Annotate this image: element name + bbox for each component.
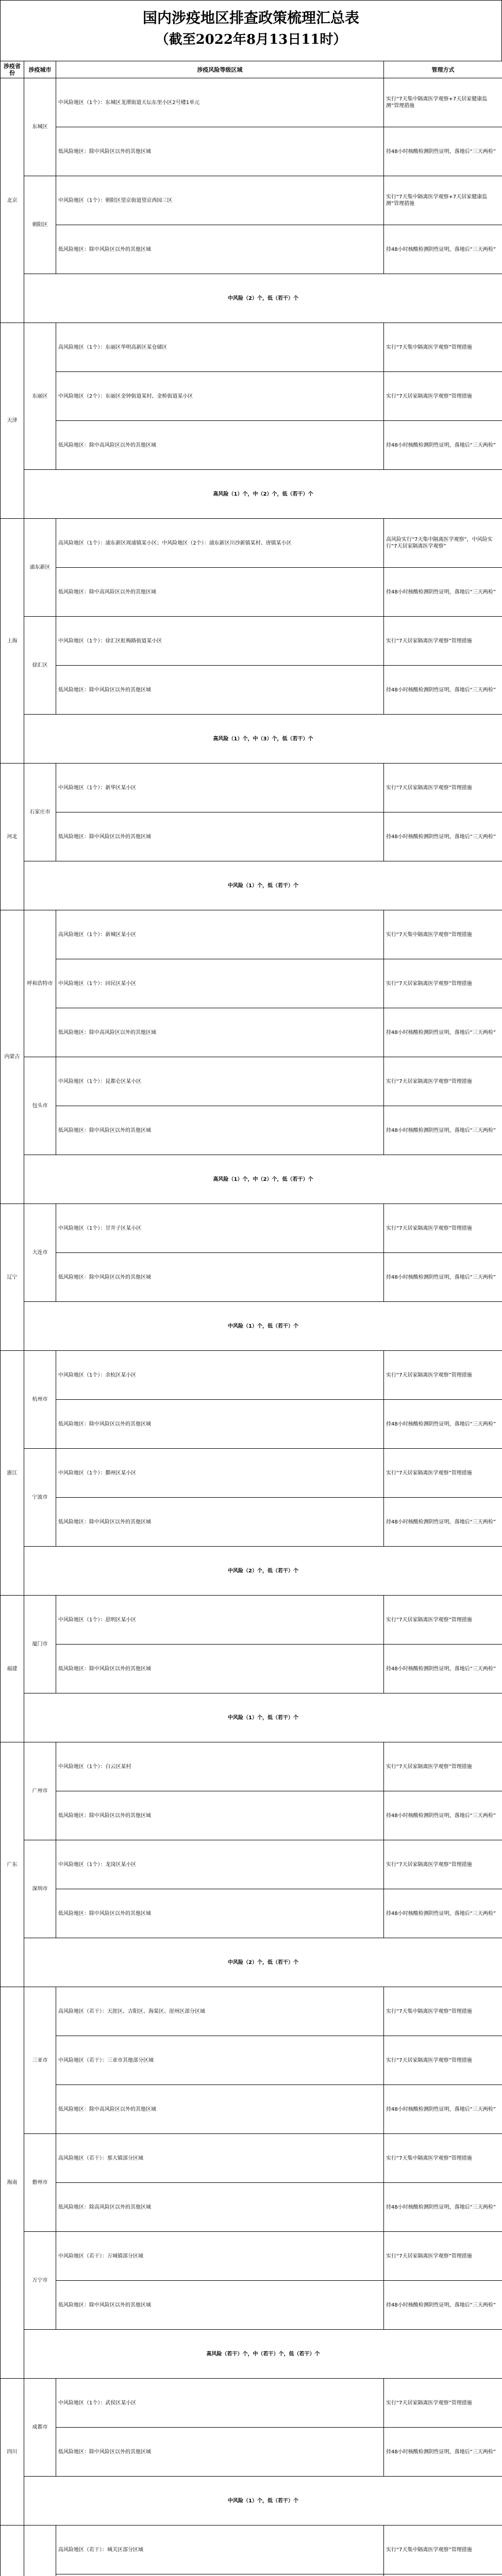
measures-cell: 实行“7天居家隔离医学观察”管理措施 [384,1596,502,1645]
title-block [0,0,502,61]
risk-area-cell: 低风险地区：除中风险区以外的其他区域 [56,666,384,715]
province-cell: 辽宁 [1,1204,24,1351]
risk-area-cell: 低风险地区：除中风险区以外的其他区域 [56,1106,384,1155]
table-row [1,1106,502,1155]
province-cell: 上海 [1,519,24,764]
city-cell: 石家庄市 [24,764,56,861]
risk-area-cell: 高风险地区（若干）：城关区部分区域 [56,2526,384,2574]
table-row [1,1057,502,1106]
measures-cell: 实行“7天集中隔离医学观察”管理措施 [384,323,502,372]
risk-area-cell: 高风险地区（1个）：东丽区华明高新区某仓储区 [56,323,384,372]
city-cell: 呼和浩特市 [24,910,56,1057]
city-cell: 大连市 [24,1204,56,1302]
table-row [1,1351,502,1400]
total-cell: 中风险（2）个，低（若干）个 [24,1938,502,1987]
policy-table [0,61,502,2576]
measures-cell: 持48小时核酸检测阴性证明，落地后“三天两检” [384,1889,502,1938]
measures-cell: 持48小时核酸检测阴性证明，落地后“三天两检” [384,2281,502,2330]
measures-cell: 实行“7天集中隔离医学观察”管理措施 [384,1987,502,2036]
table-row [1,2379,502,2428]
table-row [1,1498,502,1547]
measures-cell: 实行“7天居家隔离医学观察”管理措施 [384,1840,502,1889]
risk-area-cell: 中风险地区（1个）：鄞州区某小区 [56,1449,384,1498]
total-row [1,861,502,910]
measures-cell [384,2574,502,2576]
risk-area-cell: 中风险地区（1个）：余杭区某小区 [56,1351,384,1400]
column-header-measures: 管理方式 [384,61,502,78]
total-row [1,1547,502,1596]
city-cell: 朝阳区 [24,176,56,274]
table-row [1,1889,502,1938]
risk-area-cell: 中风险地区（1个）：徐汇区虹梅路街道某小区 [56,617,384,666]
page-subtitle: （截至2022年8月13日11时） [155,32,347,47]
table-row [1,812,502,861]
risk-area-cell: 低风险地区：除中风险区以外的其他区域 [56,1645,384,1693]
risk-area-cell: 高风险地区（若干）：那大镇部分区域 [56,2134,384,2183]
city-cell: 徐汇区 [24,617,56,715]
city-cell [24,2526,56,2576]
measures-cell: 持48小时核酸检测阴性证明，落地后“三天两检” [384,1645,502,1693]
risk-area-cell: 中风险地区（1个）：甘井子区某小区 [56,1204,384,1253]
total-row [1,1155,502,1204]
province-cell: 北京 [1,78,24,323]
table-row [1,1253,502,1302]
risk-area-cell: 低风险地区：除中风险区以外的其他区域 [56,1791,384,1840]
table-row [1,1987,502,2036]
table-row [1,372,502,421]
table-row [1,176,502,225]
table-row [1,2574,502,2576]
risk-area-cell: 低风险地区：除中风险区以外的其他区域 [56,1400,384,1449]
risk-area-cell: 高风险地区（1个）：浦东新区周浦镇某小区；中风险地区（2个）：浦东新区川沙新镇某村、唐镇某小区 [56,519,384,568]
measures-cell: 实行“7天集中隔离医学观察+7天居家健康监测”管理措施 [384,176,502,225]
risk-area-cell: 高风险地区（若干）：天涯区、吉阳区、海棠区、崖州区部分区域 [56,1987,384,2036]
measures-cell: 实行“7天集中隔离医学观察”管理措施 [384,910,502,959]
table-row [1,1742,502,1791]
measures-cell: 持48小时核酸检测阴性证明，落地后“三天两检” [384,1498,502,1547]
table-row [1,1449,502,1498]
province-cell: 内蒙古 [1,910,24,1204]
total-cell: 中风险（2）个，低（若干）个 [24,274,502,323]
measures-cell: 持48小时核酸检测阴性证明，落地后“三天两检” [384,2085,502,2134]
column-header-city: 涉疫城市 [24,61,56,78]
risk-area-cell: 中风险地区（1个）：白云区某村 [56,1742,384,1791]
risk-area-cell: 中风险地区（1个）：龙岗区某小区 [56,1840,384,1889]
total-row [1,715,502,764]
risk-area-cell: 中风险地区（1个）：思明区某小区 [56,1596,384,1645]
total-row [1,1938,502,1987]
risk-area-cell: 低风险地区：除中风险区以外的其他区域 [56,1253,384,1302]
table-row [1,764,502,812]
measures-cell: 持48小时核酸检测阴性证明，落地后“三天两检” [384,1008,502,1057]
measures-cell: 实行“7天居家隔离医学观察”管理措施 [384,372,502,421]
total-row [1,2330,502,2379]
city-cell: 宁波市 [24,1449,56,1547]
table-row [1,1791,502,1840]
total-cell: 高风险（1）个，中（3）个，低（若干）个 [24,715,502,764]
city-cell: 厦门市 [24,1596,56,1693]
risk-area-cell: 低风险地区：除中风险区以外的其他区域 [56,2281,384,2330]
measures-cell: 实行“7天居家隔离医学观察”管理措施 [384,617,502,666]
measures-cell: 持48小时核酸检测阴性证明，落地后“三天两检” [384,127,502,176]
risk-area-cell: 低风险地区：除中高风险区以外的其他区域 [56,1008,384,1057]
table-row [1,1840,502,1889]
total-row [1,470,502,519]
table-row [1,2134,502,2183]
measures-cell: 实行“7天居家隔离医学观察”管理措施 [384,1204,502,1253]
risk-area-cell: 低风险地区：除高风险区以外的其他区域 [56,2183,384,2232]
city-cell: 成都市 [24,2379,56,2477]
table-row [1,617,502,666]
risk-area-cell: 低风险地区：除中风险区以外的其他区域 [56,1498,384,1547]
measures-cell: 持48小时核酸检测阴性证明，落地后“三天两检” [384,225,502,274]
measures-cell: 持48小时核酸检测阴性证明，落地后“三天两检” [384,421,502,470]
table-row [1,2036,502,2085]
measures-cell: 持48小时核酸检测阴性证明，落地后“三天两检” [384,568,502,617]
risk-area-cell: 中风险地区（1个）：朝阳区望京街道望京西园三区 [56,176,384,225]
risk-area-cell: 高风险地区（1个）：新城区某小区 [56,910,384,959]
city-cell: 深圳市 [24,1840,56,1938]
table-row [1,1008,502,1057]
province-cell [1,2526,24,2576]
table-row [1,959,502,1008]
measures-cell: 持48小时核酸检测阴性证明，落地后“三天两检” [384,1791,502,1840]
table-row [1,1596,502,1645]
measures-cell: 实行“7天居家隔离医学观察”管理措施 [384,1351,502,1400]
measures-cell: 实行“7天集中隔离医学观察+7天居家健康监测”管理措施 [384,78,502,127]
table-row [1,2281,502,2330]
total-cell: 中风险（1）个，低（若干）个 [24,1302,502,1351]
measures-cell: 持48小时核酸检测阴性证明，落地后“三天两检” [384,1106,502,1155]
table-row [1,666,502,715]
table-row [1,2085,502,2134]
column-header-risk: 涉疫风险等级区域 [56,61,384,78]
measures-cell: 实行“7天居家隔离医学观察”管理措施 [384,2232,502,2281]
risk-area-cell: 低风险地区：除中风险区以外的其他区域 [56,2428,384,2477]
column-header-province: 涉疫省份 [1,61,24,78]
measures-cell: 持48小时核酸检测阴性证明，落地后“三天两检” [384,2183,502,2232]
measures-cell: 实行“7天居家隔离医学观察”管理措施 [384,1057,502,1106]
total-row [1,1302,502,1351]
risk-area-cell: 低风险地区：除中高风险区以外的其他区域 [56,421,384,470]
risk-area-cell [56,2574,384,2576]
province-cell: 福建 [1,1596,24,1742]
table-row [1,1645,502,1693]
risk-area-cell: 中风险地区（1个）：新华区某小区 [56,764,384,812]
total-cell: 中风险（1）个，低（若干）个 [24,1693,502,1742]
measures-cell: 实行“7天居家隔离医学观察”管理措施 [384,1742,502,1791]
city-cell: 万宁市 [24,2232,56,2330]
risk-area-cell: 中风险地区（1个）：东城区龙潭街道天坛东里小区2号楼1单元 [56,78,384,127]
measures-cell: 实行“7天居家隔离医学观察”管理措施 [384,764,502,812]
table-row [1,323,502,372]
table-row [1,519,502,568]
total-cell: 中风险（2）个，低（若干）个 [24,1547,502,1596]
city-cell: 三亚市 [24,1987,56,2134]
measures-cell: 持48小时核酸检测阴性证明，落地后“三天两检” [384,812,502,861]
city-cell: 东丽区 [24,323,56,470]
measures-cell: 持48小时核酸检测阴性证明，落地后“三天两检” [384,666,502,715]
province-cell: 广东 [1,1742,24,1987]
measures-cell: 实行“7天集中隔离医学观察”管理措施 [384,2134,502,2183]
measures-cell: 实行“7天居家隔离医学观察”管理措施 [384,1449,502,1498]
table-row [1,127,502,176]
measures-cell: 持48小时核酸检测阴性证明，落地后“三天两检” [384,2428,502,2477]
total-row [1,2477,502,2526]
risk-area-cell: 低风险地区：除中高风险区以外的其他区域 [56,568,384,617]
table-row [1,2428,502,2477]
total-row [1,1693,502,1742]
table-row [1,910,502,959]
total-cell: 高风险（若干）个，中（若干）个，低（若干）个 [24,2330,502,2379]
city-cell: 包头市 [24,1057,56,1155]
total-cell: 高风险（1）个，中（2）个，低（若干）个 [24,1155,502,1204]
measures-cell: 实行“7天集中隔离医学观察”管理措施 [384,2526,502,2574]
province-cell: 浙江 [1,1351,24,1596]
table-row [1,78,502,127]
total-cell: 中风险（1）个，低（若干）个 [24,861,502,910]
city-cell: 浦东新区 [24,519,56,617]
risk-area-cell: 中风险地区（1个）：昆都仑区某小区 [56,1057,384,1106]
risk-area-cell: 中风险地区（1个）：回民区某小区 [56,959,384,1008]
province-cell: 河北 [1,764,24,910]
measures-cell: 实行“7天居家隔离医学观察”管理措施 [384,959,502,1008]
risk-area-cell: 低风险地区：除中风险区以外的其他区域 [56,127,384,176]
risk-area-cell: 中风险地区（若干）：三亚市其他部分区域 [56,2036,384,2085]
city-cell: 儋州市 [24,2134,56,2232]
measures-cell: 持48小时核酸检测阴性证明，落地后“三天两检” [384,1400,502,1449]
province-cell: 四川 [1,2379,24,2526]
measures-cell: 实行“7天居家隔离医学观察”管理措施 [384,2379,502,2428]
risk-area-cell: 中风险地区（2个）：东丽区金钟街道某村、金桥街道某小区 [56,372,384,421]
risk-area-cell: 低风险地区：除中风险区以外的其他区域 [56,812,384,861]
city-cell: 广州市 [24,1742,56,1840]
risk-area-cell: 低风险地区：除中高风险区以外的其他区域 [56,2085,384,2134]
measures-cell: 高风险实行“7天集中隔离医学观察”，中风险实行“7天居家隔离医学观察” [384,519,502,568]
table-row [1,2232,502,2281]
table-body [1,78,502,2576]
province-cell: 海南 [1,1987,24,2379]
measures-cell: 实行“7天居家隔离医学观察”管理措施 [384,2036,502,2085]
total-row [1,274,502,323]
risk-area-cell: 中风险地区（若干）：万城镇部分区域 [56,2232,384,2281]
table-row [1,225,502,274]
table-row [1,1400,502,1449]
total-cell: 中风险（1）个，低（若干）个 [24,2477,502,2526]
total-cell: 高风险（1）个，中（2）个，低（若干）个 [24,470,502,519]
city-cell: 杭州市 [24,1351,56,1449]
table-row [1,568,502,617]
risk-area-cell: 低风险地区：除中风险区以外的其他区域 [56,225,384,274]
table-row [1,1204,502,1253]
table-row [1,2183,502,2232]
city-cell: 东城区 [24,78,56,176]
page-title: 国内涉疫地区排查政策梳理汇总表 [142,9,359,26]
table-row [1,2526,502,2574]
province-cell: 天津 [1,323,24,519]
table-header-row [1,61,502,78]
risk-area-cell: 低风险地区：除中风险区以外的其他区域 [56,1889,384,1938]
risk-area-cell: 中风险地区（1个）：武侯区某小区 [56,2379,384,2428]
measures-cell: 持48小时核酸检测阴性证明，落地后“三天两检” [384,1253,502,1302]
table-row [1,421,502,470]
